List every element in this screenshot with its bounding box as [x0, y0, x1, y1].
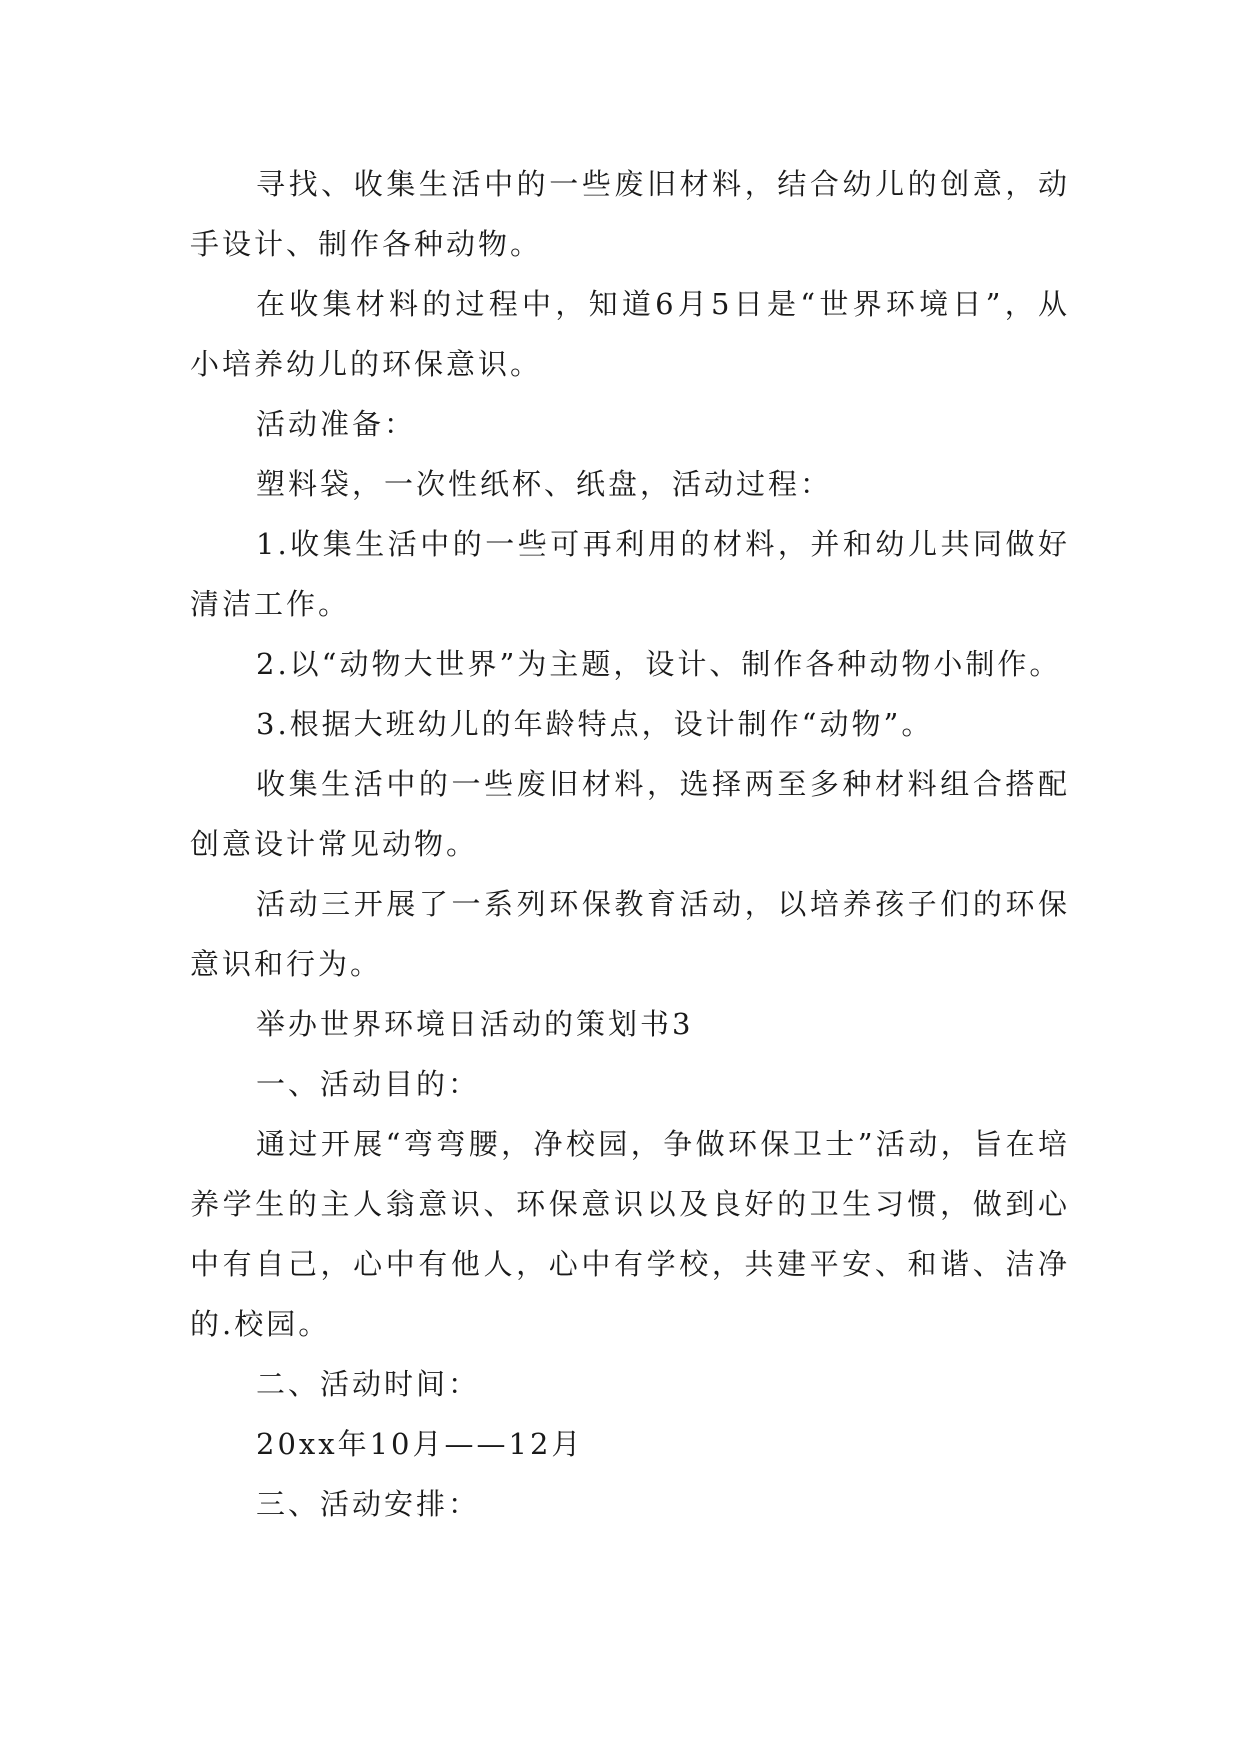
paragraph: 通过开展“弯弯腰，净校园，争做环保卫士”活动，旨在培养学生的主人翁意识、环保意识以及良好的卫生习惯，做到心中有自己，心中有他人，心中有学校，共建平安、和谐、洁净的.校园。 [190, 1127, 1070, 1341]
paragraph: 收集生活中的一些废旧材料，选择两至多种材料组合搭配创意设计常见动物。 [190, 767, 1070, 861]
section-heading: 一、活动目的： [256, 1067, 481, 1101]
list-item: 1.收集生活中的一些可再利用的材料，并和幼儿共同做好清洁工作。 [190, 527, 1070, 621]
list-item: 3.根据大班幼儿的年龄特点，设计制作“动物”。 [256, 707, 934, 741]
paragraph: 活动三开展了一系列环保教育活动，以培养孩子们的环保意识和行为。 [190, 887, 1070, 981]
section-title: 举办世界环境日活动的策划书3 [256, 1007, 694, 1041]
section-heading: 三、活动安排： [256, 1487, 481, 1521]
section-label: 活动准备： [256, 407, 417, 441]
paragraph: 塑料袋，一次性纸杯、纸盘，活动过程： [256, 467, 833, 501]
list-item: 2.以“动物大世界”为主题，设计、制作各种动物小制作。 [256, 647, 1062, 681]
paragraph: 在收集材料的过程中，知道6月5日是“世界环境日”，从小培养幼儿的环保意识。 [190, 287, 1070, 381]
document-body [190, 154, 1070, 1534]
section-heading: 二、活动时间： [256, 1367, 481, 1401]
paragraph: 寻找、收集生活中的一些废旧材料，结合幼儿的创意，动手设计、制作各种动物。 [190, 167, 1070, 261]
paragraph: 20xx年10月——12月 [256, 1427, 584, 1461]
